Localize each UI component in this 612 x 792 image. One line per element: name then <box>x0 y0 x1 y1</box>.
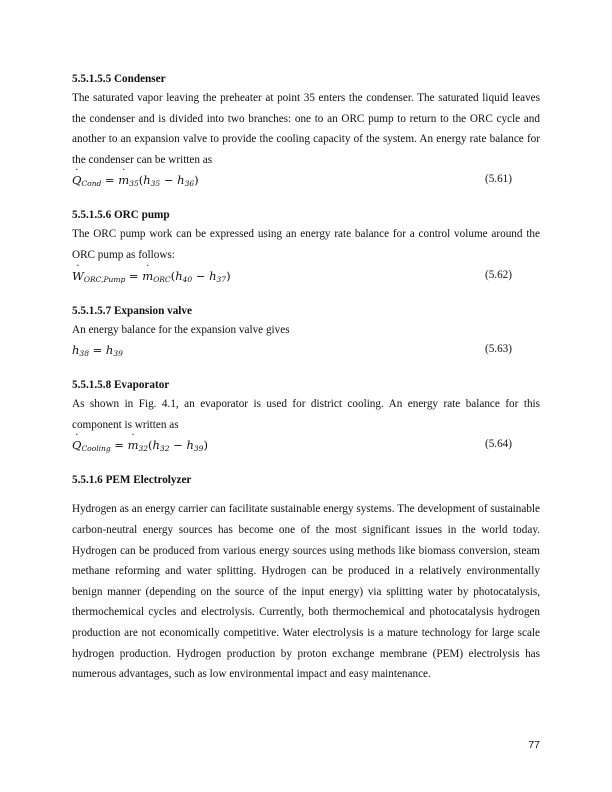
equation-expression: ˙ $Q_{Cooling}$ = ˙ $m_{32}(h_{32} - h_{39})$ <box>72 438 208 452</box>
section-paragraph-orc-pump: The ORC pump work can be expressed using an energy rate balance for a control volume around the ORC pump as follows: <box>72 228 540 261</box>
section-heading-orc-pump: 5.5.1.5.6 ORC pump <box>72 209 170 222</box>
equation-5-64 <box>72 435 540 459</box>
section-paragraph-expansion-valve: An energy balance for the expansion valve gives <box>72 323 290 336</box>
equation-expression: ˙ $W_{ORC,Pump}$ = ˙ $m_{ORC}(h_{40} - h_{37})$ <box>72 269 231 283</box>
equation-number: (5.63) <box>484 343 512 356</box>
section-heading-pem-electrolyzer: 5.5.1.6 PEM Electrolyzer <box>72 474 192 487</box>
equation-number: (5.61) <box>484 173 512 186</box>
section-heading-expansion-valve: 5.5.1.5.7 Expansion valve <box>72 304 192 317</box>
section-heading-evaporator: 5.5.1.5.8 Evaporator <box>72 379 170 392</box>
equation-number: (5.62) <box>484 268 512 281</box>
section-paragraph-evaporator: As shown in Fig. 4.1, an evaporator is used for district cooling. An energy rate balance for this component is written as <box>72 398 540 431</box>
equation-expression: $h_{38} = h_{39}$ <box>72 343 123 359</box>
section-paragraph-condenser: The saturated vapor leaving the preheater at point 35 enters the condenser. The saturated liquid leaves the condenser and is divided into two branches: one to an ORC pump to return to the ORC cycle and another to an expansion valve to provide the cooling capacity of the system. An energy rate balance for the condenser can be written as <box>72 92 540 166</box>
section-paragraph-pem-electrolyzer: Hydrogen as an energy carrier can facilitate sustainable energy systems. The development of sustainable carbon-neutral energy sources has become one of the most significant issues in the world today. Hydrogen can be produced from various energy sources using methods like biomass conversion, steam methane reforming and water splitting. Hydrogen can be produced in a relatively environmentally benign manner (depending on the source of the input energy) via splitting water by photocatalysis, thermochemical cycles and electrolysis. Currently, both thermochemical and photocatalysis hydrogen production are not economically competitive. Water electrolysis is a mature technology for large scale hydrogen production. Hydrogen production by proton exchange membrane (PEM) electrolysis has numerous advantages, such as low environmental impact and easy maintenance. <box>72 503 540 681</box>
equation-number: (5.64) <box>484 438 512 451</box>
equation-expression: ˙ $Q_{Cond}$ = ˙ $m_{35}(h_{35} - h_{36})$ <box>72 173 199 187</box>
equation-5-61 <box>72 170 540 194</box>
equation-5-62 <box>72 266 540 290</box>
page-content <box>72 70 540 685</box>
section-heading-condenser: 5.5.1.5.5 Condenser <box>72 73 166 85</box>
equation-5-63 <box>72 340 540 364</box>
page-number: 77 <box>528 739 540 751</box>
